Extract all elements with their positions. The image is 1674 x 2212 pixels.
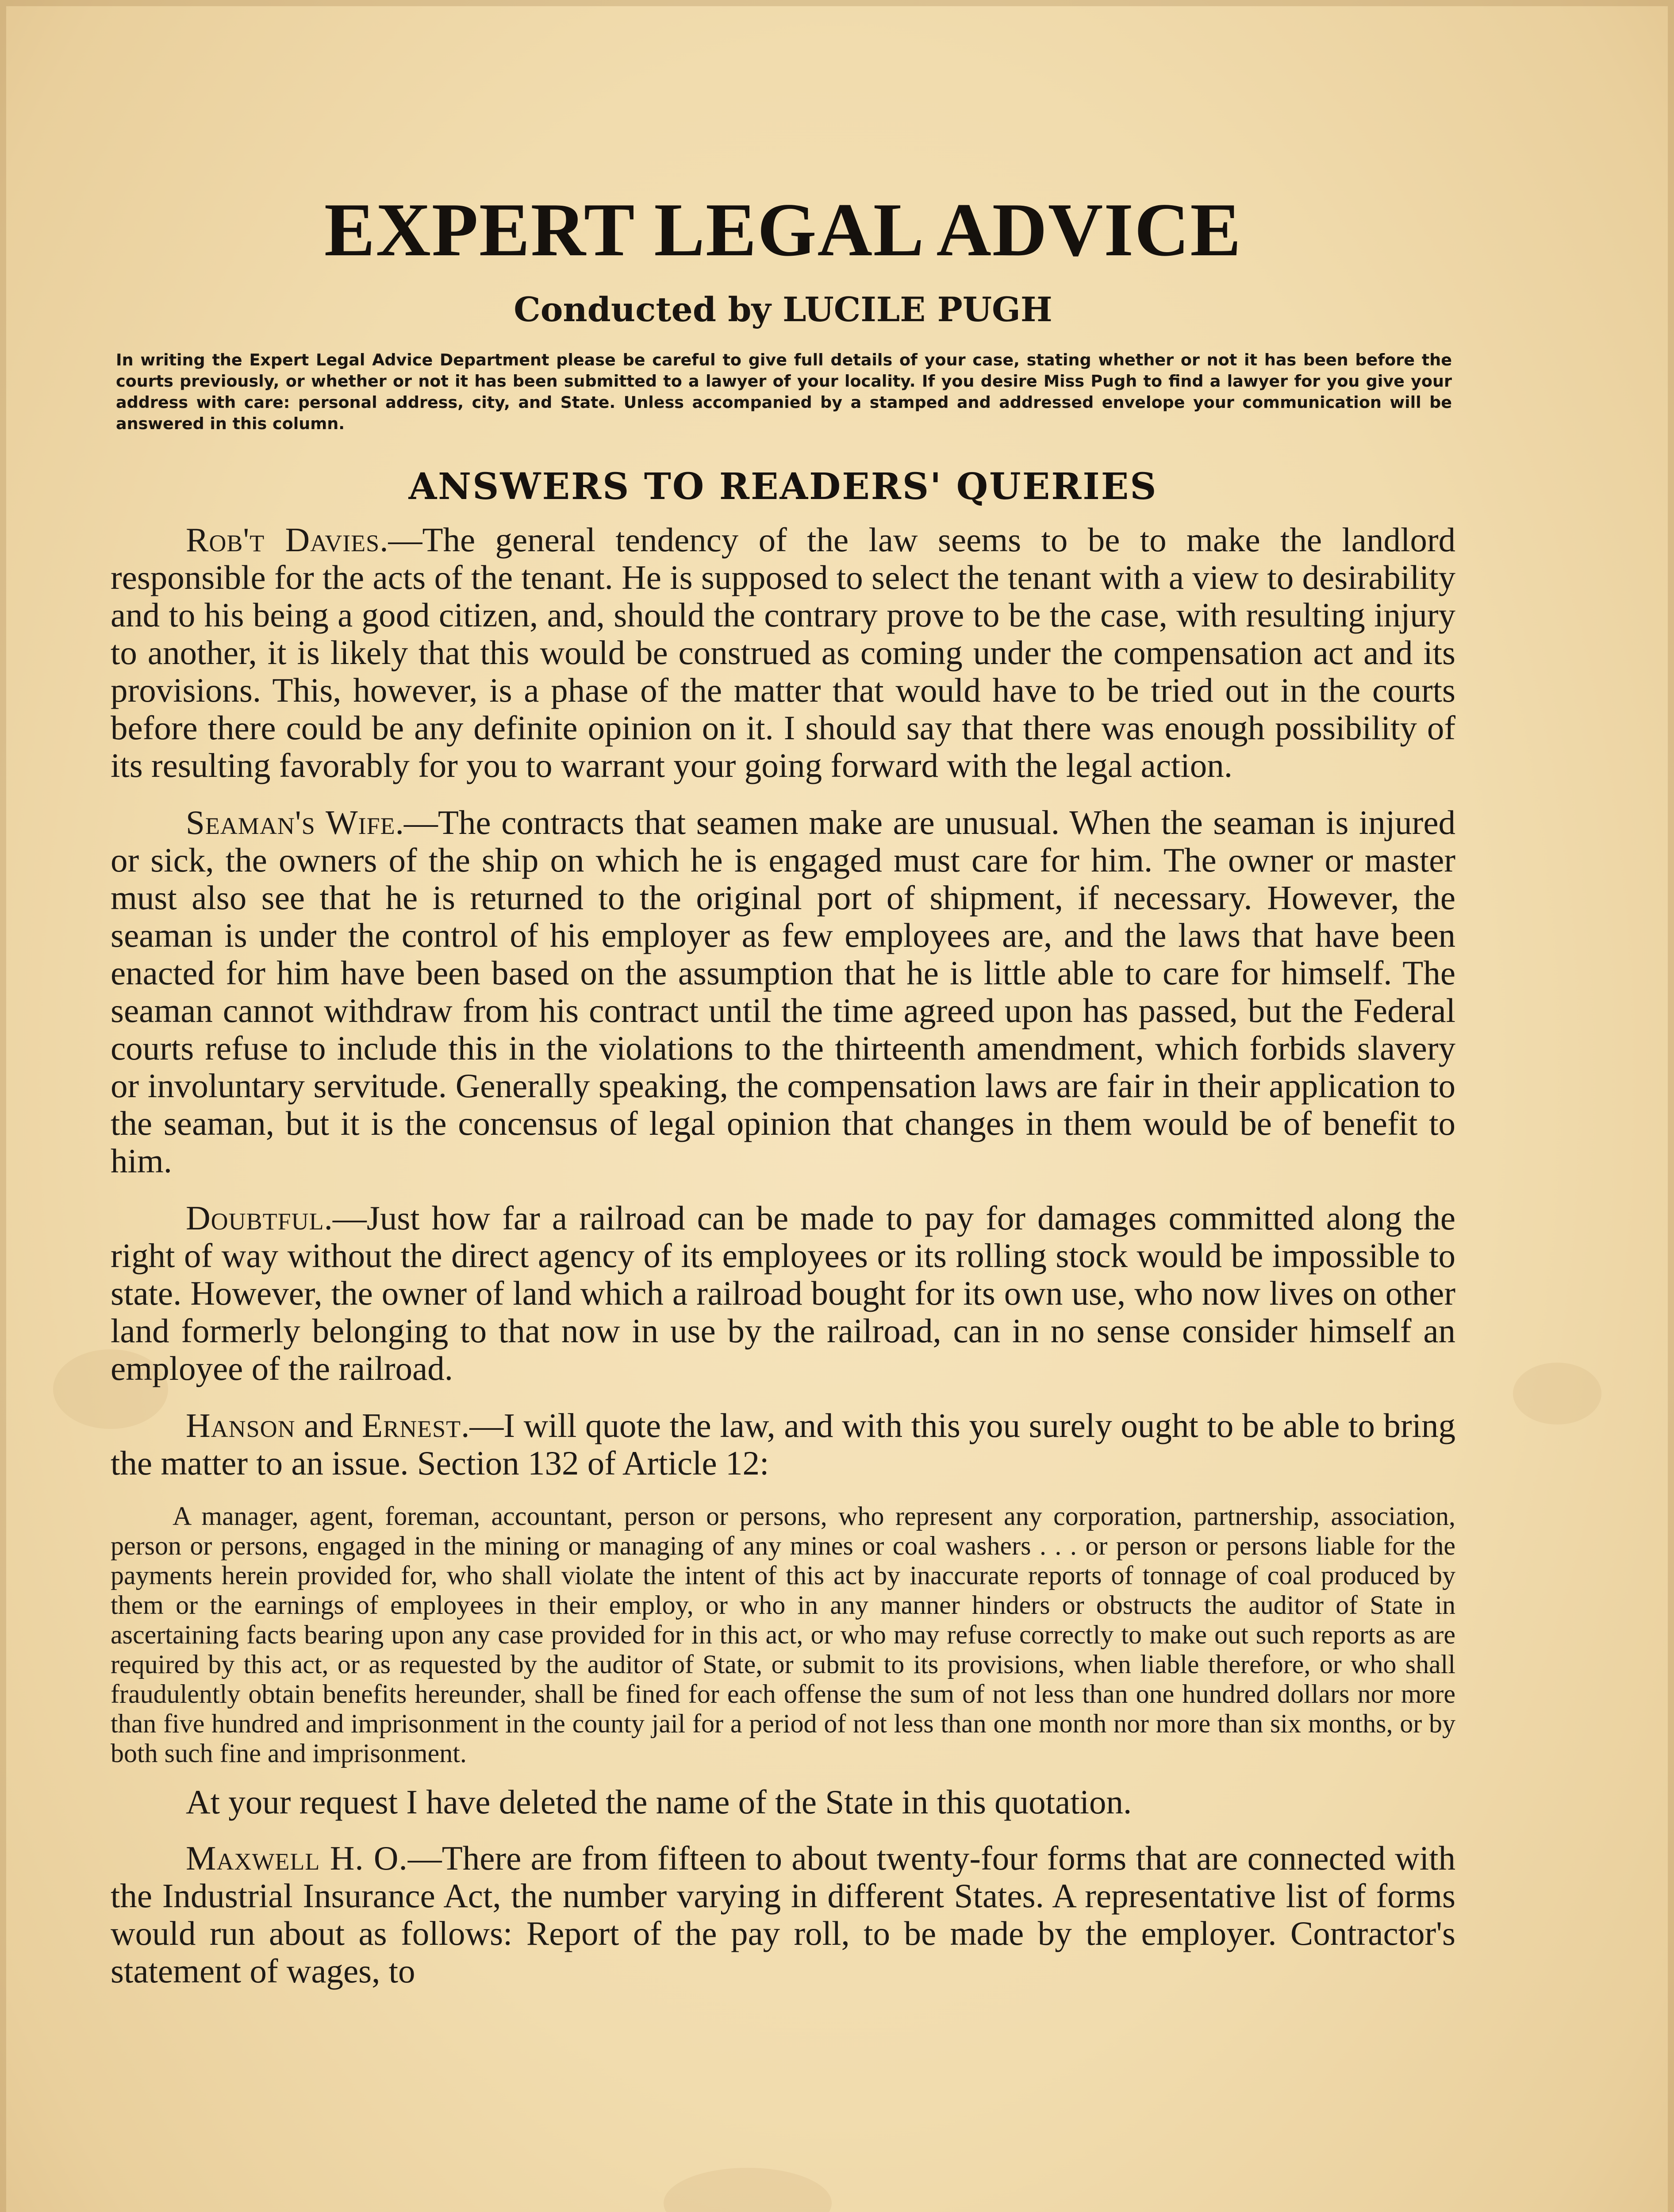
answer-paragraph xyxy=(111,804,1455,1180)
answer-text: .—I will quote the law, and with this you surely ought to be able to bring the matter to an issue. Section 132 of Article 12: xyxy=(111,1406,1455,1482)
reader-name: Ernest xyxy=(362,1406,461,1444)
reader-name: Rob't Davies xyxy=(186,521,380,559)
editor-note: At your request I have deleted the name of the State in this quotation. xyxy=(186,1783,1132,1821)
answers-column xyxy=(111,521,1455,2009)
reader-name: Seaman's Wife xyxy=(186,803,395,841)
article-header xyxy=(111,186,1455,332)
article-title: EXPERT LEGAL ADVICE xyxy=(324,188,1242,272)
answer-paragraph xyxy=(111,1839,1455,1990)
answer-text: —There are from fifteen to about twenty-four forms that are connected with the Industrial Insurance Act, the number varying in different States. A representative list of forms would run about as follows: Report of the pay roll, to be made by the employer. Contractor's statement of wages, to xyxy=(111,1839,1455,1990)
answer-paragraph xyxy=(111,521,1455,784)
answer-text: .—The general tendency of the law seems to be to make the landlord responsible for the acts of the tenant. He is supposed to select the tenant with a view to desirability and to his being a good citizen, and, should the contrary prove to be the case, with resulting injury to another, it is likely that this would be construed as coming under the compensation act and its provisions. This, however, is a phase of the matter that would have to be tried out in the courts before there could be any definite opinion on it. I should say that there was enough possibility of its resulting favorably for you to warrant your going forward with the legal action. xyxy=(111,521,1455,784)
paper-stain xyxy=(1513,1363,1601,1425)
paper-stain xyxy=(664,2168,832,2212)
byline: Conducted by LUCILE PUGH xyxy=(514,290,1052,329)
law-quotation: A manager, agent, foreman, accountant, person or persons, who represent any corporation, partnership, association, person or persons, engaged in the mining or managing of any mines or coal washers . . . or person or persons liable for the payments herein provided for, who shall violate the intent of this act by inaccurate reports of tonnage of coal produced by them or the earnings of employees in their employ, or who in any manner hinders or obstructs the auditor of State in ascertaining facts bearing upon any case provided for in this act, or who may refuse correctly to make out such reports as are required by this act, or as requested by the auditor of State, or submit to its provisions, when liable therefore, or who shall fraudulently obtain benefits hereunder, shall be fined for each offense the sum of not less than one hundred dollars nor more than five hundred and imprisonment in the county jail for a period of not less than one month nor more than six months, or by both such fine and imprisonment. xyxy=(111,1502,1455,1768)
reader-name: Hanson xyxy=(186,1406,296,1444)
answer-paragraph xyxy=(111,1199,1455,1387)
answer-text: .—Just how far a railroad can be made to pay for damages committed along the right of way without the direct agency of its employees or its rolling stock would be impossible to state. However, the owner of land which a railroad bought for its own use, who now lives on other land formerly belonging to that now in use by the railroad, can in no sense consider himself an employee of the railroad. xyxy=(111,1199,1455,1387)
name-joiner: and xyxy=(295,1406,362,1444)
reader-name: Maxwell H. O. xyxy=(186,1839,408,1877)
section-title: ANSWERS TO READERS' QUERIES xyxy=(408,465,1158,508)
submission-notice: In writing the Expert Legal Advice Department please be careful to give full details of your case, stating whether or not it has been before the courts previously, or whether or not it has been submitted to a lawyer of your locality. If you desire Miss Pugh to find a lawyer for you give your address with care: personal address, city, and State. Unless accompanied by a stamped and addressed envelope your communication will be answered in this column. xyxy=(116,350,1452,433)
reader-name: Doubtful xyxy=(186,1199,324,1237)
answer-paragraph xyxy=(111,1407,1455,1482)
answer-text: .—The contracts that seamen make are unusual. When the seaman is injured or sick, the owners of the ship on which he is engaged must care for him. The owner or master must also see that he is returned to the original port of shipment, if necessary. However, the seaman is under the control of his employer as few employees are, and the laws that have been enacted for him have been based on the assumption that he is little able to care for himself. The seaman cannot withdraw from his contract until the time agreed upon has passed, but the Federal courts refuse to include this in the violations to the thirteenth amendment, which forbids slavery or involuntary servitude. Generally speaking, the compensation laws are fair in their application to the seaman, but it is the concensus of legal opinion that changes in them would be of benefit to him. xyxy=(111,803,1455,1180)
